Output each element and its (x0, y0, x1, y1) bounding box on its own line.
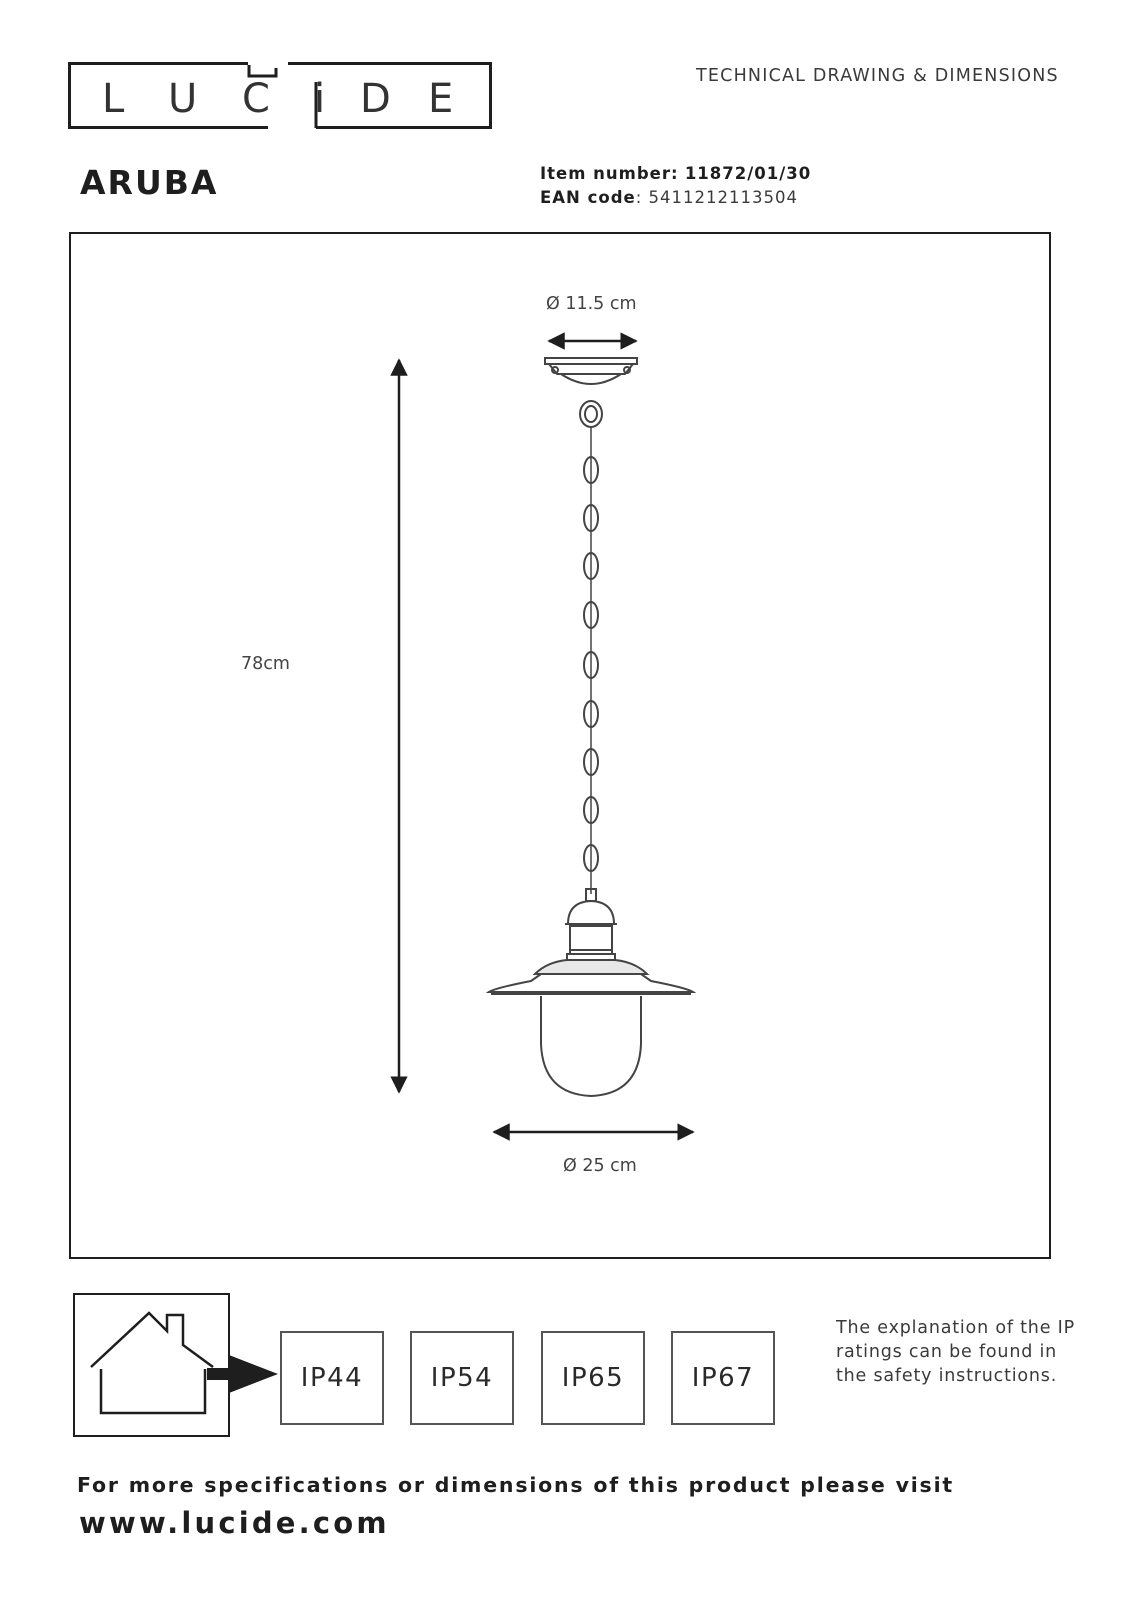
logo-letter-l: L (102, 76, 125, 122)
technical-drawing (69, 232, 1051, 1259)
document-heading: TECHNICAL DRAWING & DIMENSIONS (696, 66, 1059, 86)
item-number-value: 11872/01/30 (684, 164, 812, 183)
chain (584, 427, 598, 894)
logo-letter-i: i (314, 76, 326, 122)
product-meta (540, 162, 811, 210)
ean-label: EAN code (540, 188, 636, 207)
website-link[interactable]: www.lucide.com (79, 1506, 390, 1540)
ean-row (540, 186, 811, 210)
ip-explanation-note: The explanation of the IP ratings can be found in the safety instructions. (836, 1318, 1075, 1386)
ip-rating-badge: IP54 (410, 1331, 514, 1425)
ean-value: : 5411212113504 (635, 188, 798, 207)
lamp-head (489, 889, 693, 1096)
product-name: ARUBA (80, 163, 219, 202)
arrow-right-icon (205, 1350, 280, 1400)
height-label: 78cm (241, 654, 290, 674)
item-number-row (540, 162, 811, 186)
ip-rating-badge: IP65 (541, 1331, 645, 1425)
item-number-label: Item number: (540, 164, 679, 183)
footer-text: For more specifications or dimensions of this product please visit (77, 1473, 954, 1497)
logo-letter-d: D (360, 76, 391, 122)
logo-letter-u: U (168, 76, 198, 122)
logo-letter-c: C (242, 76, 270, 122)
ip-rating-badge: IP67 (671, 1331, 775, 1425)
top-diameter-label: Ø 11.5 cm (546, 294, 637, 314)
logo-letter-e: E (428, 76, 454, 122)
lucide-logo (68, 62, 492, 132)
ceiling-canopy (545, 358, 637, 427)
ip-rating-badge: IP44 (280, 1331, 384, 1425)
lamp-drawing (71, 234, 1053, 1261)
shade-diameter-label: Ø 25 cm (563, 1156, 637, 1176)
